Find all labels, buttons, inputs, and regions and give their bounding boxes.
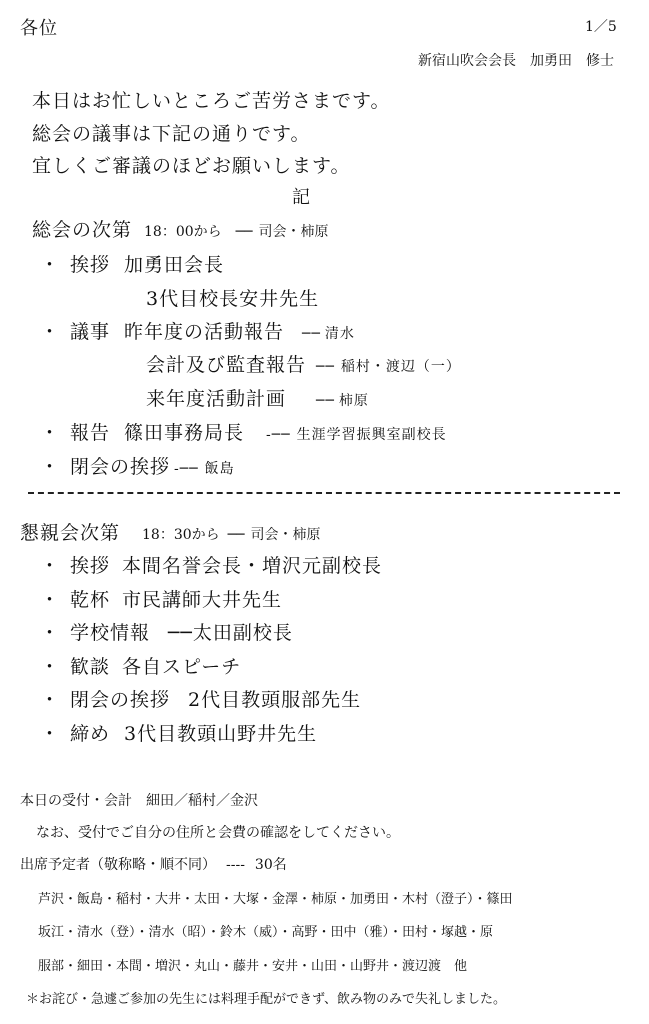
attendee-names-line-1: 芦沢・飯島・稲村・大井・太田・大塚・金澤・柿原・加勇田・木村（澄子）・篠田 bbox=[38, 892, 513, 907]
item-label: 議事 bbox=[70, 321, 111, 343]
bullet: ・ bbox=[40, 321, 61, 343]
general-meeting-header bbox=[32, 215, 329, 242]
item-label: 挨拶 bbox=[70, 254, 111, 276]
attendees-dash: ---- bbox=[226, 857, 245, 873]
item-label: 乾杯 bbox=[70, 589, 111, 611]
item-text: 本間名誉会長・増沢元副校長 bbox=[122, 555, 383, 577]
item-text: 各自スピーチ bbox=[122, 656, 242, 678]
item-text: 2代目教頭服部先生 bbox=[188, 689, 362, 711]
party-time: 18：30から bbox=[142, 527, 220, 543]
general-meeting-mc: 司会・柿原 bbox=[258, 224, 329, 240]
bullet: ・ bbox=[40, 656, 61, 678]
intro-line-1: 本日はお忙しいところご苦労さまです。 bbox=[32, 90, 391, 112]
bullet: ・ bbox=[40, 689, 61, 711]
item-text: 市民講師大井先生 bbox=[122, 589, 283, 611]
item-dash: -── bbox=[266, 427, 291, 443]
attendees-header bbox=[20, 854, 287, 874]
item-person: 稲村・渡辺（一） bbox=[340, 359, 461, 375]
general-meeting-dash: ── bbox=[235, 224, 253, 240]
page-number: 1／5 bbox=[585, 19, 617, 35]
general-item-closing bbox=[40, 452, 235, 479]
section-divider bbox=[28, 492, 620, 494]
general-meeting-time: 18：00から bbox=[144, 224, 222, 240]
item-label: 閉会の挨拶 bbox=[70, 456, 171, 478]
intro-line-3: 宜しくご審議のほどお願いします。 bbox=[32, 155, 351, 177]
item-dash: ── bbox=[302, 326, 321, 342]
attendees-label: 出席予定者（敬称略・順不同） bbox=[20, 857, 216, 873]
party-item-toast bbox=[40, 585, 282, 612]
general-item-agenda bbox=[40, 317, 355, 344]
item-text: ──太田副校長 bbox=[168, 622, 293, 644]
general-meeting-title: 総会の次第 bbox=[32, 219, 133, 241]
bullet: ・ bbox=[40, 622, 61, 644]
intro-line-2: 総会の議事は下記の通りです。 bbox=[32, 123, 311, 145]
party-item-closing bbox=[40, 685, 361, 712]
item-label: 学校情報 bbox=[70, 622, 151, 644]
item-person: 生涯学習振興室副校長 bbox=[296, 427, 447, 443]
item-label: 報告 bbox=[70, 422, 111, 444]
item-person: 柿原 bbox=[338, 393, 369, 409]
bullet: ・ bbox=[40, 254, 61, 276]
party-item-greeting bbox=[40, 551, 382, 578]
item-dash: -── bbox=[174, 461, 199, 477]
general-item-accounting bbox=[146, 350, 461, 377]
reception: 本日の受付・会計 細田／稲村／金沢 bbox=[20, 793, 258, 809]
party-item-finale bbox=[40, 719, 317, 746]
addressee: 各位 bbox=[20, 18, 58, 39]
general-item-greeting bbox=[40, 250, 224, 277]
party-dash: ── bbox=[227, 527, 245, 543]
item-dash: ── bbox=[316, 359, 335, 375]
reception-note: なお、受付でご自分の住所と会費の確認をしてください。 bbox=[36, 825, 400, 841]
party-mc: 司会・柿原 bbox=[250, 527, 321, 543]
party-header bbox=[20, 518, 321, 545]
item-text: 会計及び監査報告 bbox=[146, 354, 307, 376]
party-item-school-info bbox=[40, 618, 293, 645]
attendees-count: 30名 bbox=[254, 857, 287, 873]
general-item-greeting-2: 3代目校長安井先生 bbox=[146, 288, 320, 310]
item-dash: ── bbox=[316, 393, 335, 409]
item-label: 閉会の挨拶 bbox=[70, 689, 171, 711]
bullet: ・ bbox=[40, 589, 61, 611]
item-text: 来年度活動計画 bbox=[146, 388, 287, 410]
item-label: 挨拶 bbox=[70, 555, 111, 577]
ki-heading: 記 bbox=[292, 187, 311, 208]
bullet: ・ bbox=[40, 555, 61, 577]
item-label: 締め bbox=[70, 723, 111, 745]
apology-note: ＊お詫び・急遽ご参加の先生には料理手配ができず、飲み物のみで失礼しました。 bbox=[26, 992, 506, 1007]
general-item-plan bbox=[146, 384, 369, 411]
item-label: 歓談 bbox=[70, 656, 111, 678]
party-title: 懇親会次第 bbox=[20, 522, 121, 544]
bullet: ・ bbox=[40, 723, 61, 745]
general-item-report bbox=[40, 418, 447, 445]
item-text: 昨年度の活動報告 bbox=[124, 321, 285, 343]
item-person: 飯島 bbox=[204, 461, 235, 477]
item-person: 清水 bbox=[324, 326, 355, 342]
item-text: 3代目教頭山野井先生 bbox=[124, 723, 318, 745]
item-text: 加勇田会長 bbox=[124, 254, 225, 276]
sender: 新宿山吹会会長 加勇田 修士 bbox=[418, 53, 614, 69]
attendee-names-line-2: 坂江・清水（登）・清水（昭）・鈴木（威）・高野・田中（雅）・田村・塚越・原 bbox=[38, 925, 494, 940]
attendee-names-line-3: 服部・細田・本間・増沢・丸山・藤井・安井・山田・山野井・渡辺渡 他 bbox=[38, 959, 468, 974]
bullet: ・ bbox=[40, 456, 61, 478]
party-item-chat bbox=[40, 652, 241, 679]
item-text: 篠田事務局長 bbox=[124, 422, 245, 444]
bullet: ・ bbox=[40, 422, 61, 444]
